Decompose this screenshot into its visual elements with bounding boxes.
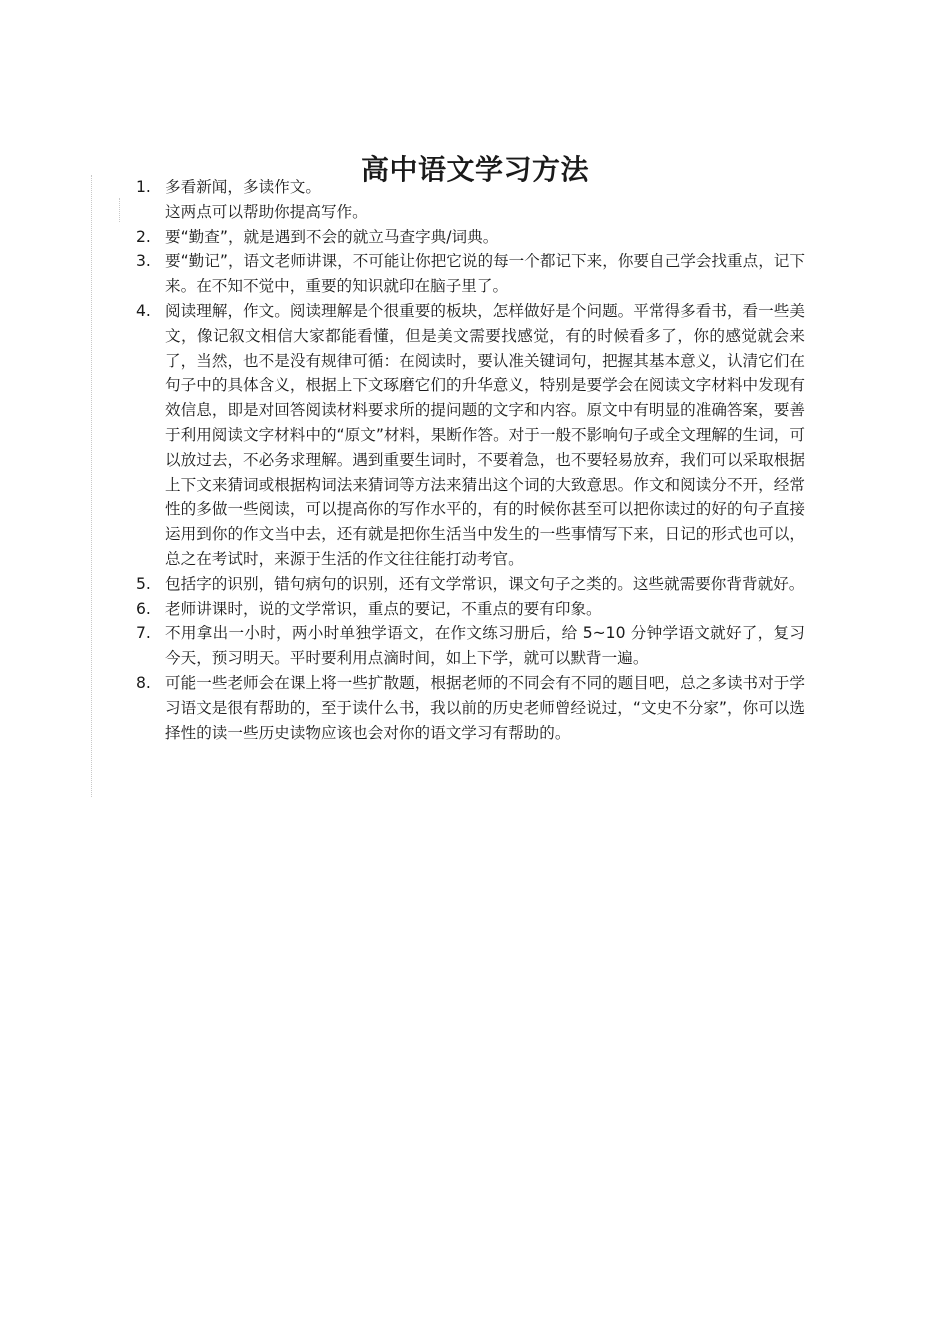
page-title: 高中语文学习方法: [360, 152, 589, 186]
list-item-number: 7.: [136, 624, 151, 643]
list-item-text: 可能一些老师会在课上将一些扩散题，根据老师的不同会有不同的题目吧，总之多读书对于学习语文是很有帮助的，至于读什么书，我以前的历史老师曾经说过，“文史不分家”，你可以选择性的读一些历史读物应该也会对你的语文学习有帮助的。: [165, 673, 805, 742]
list-item-number: 1.: [136, 178, 151, 196]
list-item-number: 3.: [136, 252, 151, 271]
study-method-list: [0, 175, 950, 745]
list-item-text: 阅读理解，作文。阅读理解是个很重要的板块，怎样做好是个问题。平常得多看书，看一些美文，像记叙文相信大家都能看懂，但是美文需要找感觉，有的时候看多了，你的感觉就会来了，当然，也不是没有规律可循：在阅读时，要认准关键词句，把握其基本意义，认清它们在句子中的具体含义，根据上下文琢磨它们的升华意义，特别是要学会在阅读文字材料中发现有效信息，即是对回答阅读材料要求所的提问题的文字和内容。原文中有明显的准确答案，要善于利用阅读文字材料中的“原文”材料，果断作答。对于一般不影响句子或全文理解的生词，可以放过去，不必务求理解。遇到重要生词时，不要着急，也不要轻易放弃，我们可以采取根据上下文来猜词或根据构词法来猜词等方法来猜出这个词的大致意思。作文和阅读分不开，经常性的多做一些阅读，可以提高你的写作水平的，有的时候你甚至可以把你读过的好的句子直接运用到你的作文当中去，还有就是把你生活当中发生的一些事情写下来，日记的形式也可以，总之在考试时，来源于生活的作文往往能打动考官。: [165, 301, 805, 568]
list-item: [0, 671, 805, 745]
list-item-text: 要“勤记”，语文老师讲课，不可能让你把它说的每一个都记下来，你要自己学会找重点，记下来。在不知不觉中，重要的知识就印在脑子里了。: [165, 252, 805, 296]
list-item-number: 5.: [136, 574, 151, 593]
list-item: [0, 621, 805, 671]
list-item-text: 不用拿出一小时，两小时单独学语文，在作文练习册后，给 5~10 分钟学语文就好了，复习今天，预习明天。平时要利用点滴时间，如上下学，就可以默背一遍。: [165, 624, 805, 668]
list-item-text-continuation: 这两点可以帮助你提高写作。: [165, 202, 368, 221]
list-item-text: 老师讲课时，说的文学常识，重点的要记，不重点的要有印象。: [165, 599, 602, 618]
list-item-text: 要“勤查”，就是遇到不会的就立马查字典/词典。: [165, 227, 499, 246]
list-item: [0, 299, 805, 572]
list-item: [0, 175, 805, 225]
list-item-number: 2.: [136, 227, 151, 246]
list-item-number: 8.: [136, 673, 151, 692]
list-item-text: 多看新闻，多读作文。: [165, 178, 321, 196]
list-item-number: 4.: [136, 301, 151, 320]
list-item: [0, 225, 805, 250]
list-item-text: 包括字的识别，错句病句的识别，还有文学常识，课文句子之类的。这些就需要你背背就好。: [165, 574, 805, 593]
list-item: [0, 572, 805, 597]
list-item: [0, 249, 805, 299]
list-item: [0, 597, 805, 622]
list-item-number: 6.: [136, 599, 151, 618]
